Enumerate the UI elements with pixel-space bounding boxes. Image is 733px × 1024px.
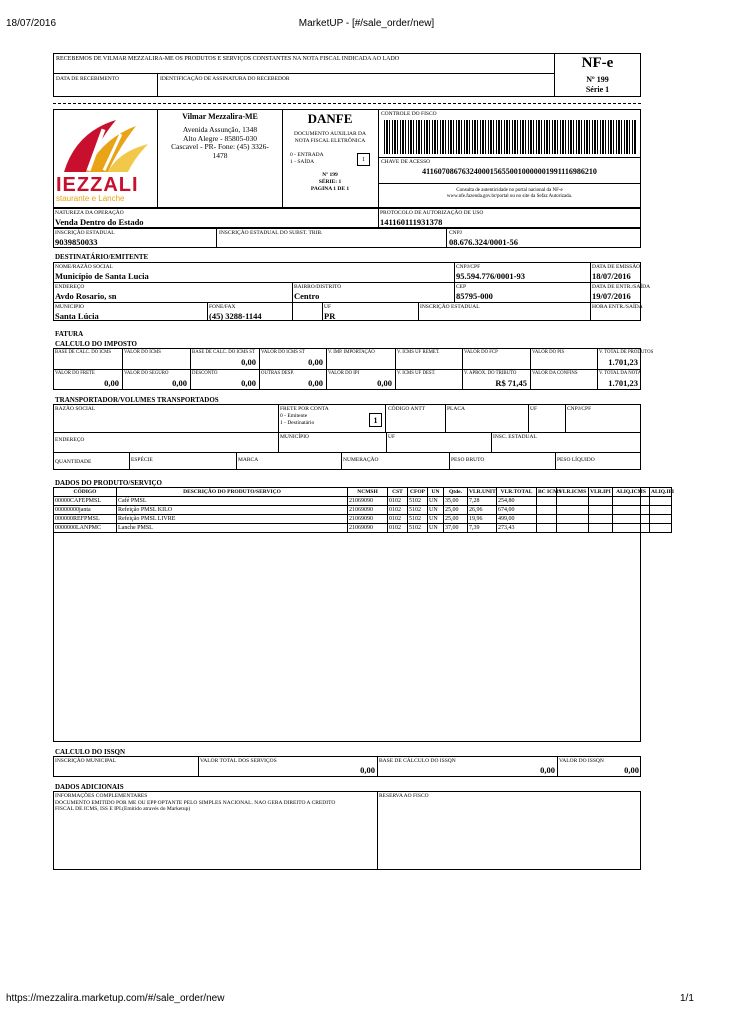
produtos-section: DADOS DO PRODUTO/SERVIÇO xyxy=(55,479,162,487)
canhoto-serie: Série 1 xyxy=(585,85,610,94)
column-header: VLR.IPI xyxy=(590,489,611,495)
imposto-label: V. ICMS UF REMET. xyxy=(397,350,440,355)
table-row xyxy=(54,506,672,515)
table-cell: 37,00 xyxy=(444,524,468,533)
dest-emissao: 18/07/2016 xyxy=(592,271,631,281)
print-page: 1/1 xyxy=(680,993,694,1004)
table-cell: 674,00 xyxy=(497,506,537,515)
emitente-address: Avenida Assunção, 1348 Alto Alegre - 85805-030 Cascavel - PR- Fone: (45) 3326- 1478 xyxy=(171,125,269,160)
cut-line xyxy=(53,103,641,104)
chave-value: 41160708676324000156550010000001991116986210 xyxy=(422,167,597,176)
table-cell xyxy=(557,515,589,524)
emitente-name: Vilmar Mezzalira-ME xyxy=(182,112,258,121)
imposto-label: BASE DE CÁLC. DO ICMS xyxy=(55,350,112,355)
imposto-section: CALCULO DO IMPOSTO xyxy=(55,340,137,348)
table-cell: Refeição PMSL LIVRE xyxy=(117,515,348,524)
table-cell: 7,28 xyxy=(468,497,497,506)
table-cell xyxy=(650,524,672,533)
dest-uf: PR xyxy=(324,311,336,321)
table-cell: 26,96 xyxy=(468,506,497,515)
imposto-value: 0,00 xyxy=(308,357,323,367)
imposto-value: 0,00 xyxy=(377,378,392,388)
issqn-section: CALCULO DO ISSQN xyxy=(55,748,126,756)
canhoto-text: RECEBEMOS DE VILMAR MEZZALIRA-ME OS PRODUTOS E SERVIÇOS CONSTANTES NA NOTA FISCAL INDICADA AO LADO xyxy=(56,56,400,62)
imposto-label: VALOR DO IPI xyxy=(328,371,360,376)
imposto-value: 1.701,23 xyxy=(608,357,638,367)
logo-text: IEZZALI xyxy=(56,174,139,196)
table-cell: 35,00 xyxy=(444,497,468,506)
danfe-entrada: 0 - ENTRADA xyxy=(290,152,324,158)
danfe-numero-info: Nº 199 SÉRIE: 1 PAGINA 1 DE 1 xyxy=(310,172,350,192)
table-cell: 0102 xyxy=(388,497,408,506)
imposto-label: V. IMP. IMPORTAÇÃO xyxy=(328,350,375,355)
table-cell: 5102 xyxy=(408,506,428,515)
table-cell xyxy=(537,506,557,515)
column-header: CFOP xyxy=(408,488,428,497)
table-cell: 0000000LANPMC xyxy=(54,524,117,533)
issqn-base: 0,00 xyxy=(540,765,555,775)
imposto-label: VALOR DO PIS xyxy=(532,350,565,355)
dest-bairro: Centro xyxy=(294,291,320,301)
imposto-label: DESCONTO xyxy=(192,371,218,376)
table-cell: 21069090 xyxy=(348,506,388,515)
imposto-label: VALOR DA CONFINS xyxy=(532,371,578,376)
table-cell xyxy=(613,515,650,524)
table-cell: 5102 xyxy=(408,515,428,524)
table-cell: 0102 xyxy=(388,506,408,515)
table-cell: Lanche PMSL xyxy=(117,524,348,533)
canhoto-sign-label: IDENTIFICAÇÃO DE ASSINATURA DO RECEBEDOR xyxy=(160,76,290,82)
frete-box: 1 xyxy=(369,413,382,427)
column-header: VLR.UNIT xyxy=(469,489,496,495)
table-cell xyxy=(650,497,672,506)
table-cell xyxy=(613,506,650,515)
column-header: VLR.ICMS xyxy=(557,488,589,497)
table-cell xyxy=(650,515,672,524)
table-cell: 00000CAFEPMSL xyxy=(54,497,117,506)
imposto-label: VALOR DO FRETE xyxy=(55,371,95,376)
table-cell: Café PMSL xyxy=(117,497,348,506)
table-cell xyxy=(589,524,613,533)
adicionais-section: DADOS ADICIONAIS xyxy=(55,783,124,791)
table-cell xyxy=(613,497,650,506)
table-cell: 000000REFPMSL xyxy=(54,515,117,524)
table-cell: 19,96 xyxy=(468,515,497,524)
table-cell xyxy=(650,506,672,515)
column-header: NCMSH xyxy=(348,488,388,497)
table-cell xyxy=(557,524,589,533)
column-header: CST xyxy=(388,488,408,497)
imposto-value: 0,00 xyxy=(104,378,119,388)
barcode xyxy=(384,120,636,154)
table-cell: UN xyxy=(428,506,444,515)
table-cell: 0102 xyxy=(388,524,408,533)
chave-label: CHAVE DE ACESSO xyxy=(381,159,431,165)
table-cell: UN xyxy=(428,524,444,533)
canhoto-date-label: DATA DE RECEBIMENTO xyxy=(56,76,120,82)
table-cell: 21069090 xyxy=(348,497,388,506)
ie-value: 9039850033 xyxy=(55,237,98,247)
table-cell xyxy=(557,497,589,506)
column-header: CÓDIGO xyxy=(54,488,117,497)
imposto-label: V. TOTAL DE PRODUTOS xyxy=(599,350,654,355)
column-header: VLR.TOTAL xyxy=(497,488,537,497)
imposto-label: V. ICMS UF DEST. xyxy=(397,371,436,376)
print-url[interactable]: https://mezzalira.marketup.com/#/sale_order/new xyxy=(6,993,225,1004)
table-cell xyxy=(589,515,613,524)
dest-endereco: Avdo Rosario, sn xyxy=(55,291,117,301)
table-cell xyxy=(613,524,650,533)
table-cell: UN xyxy=(428,497,444,506)
table-cell: UN xyxy=(428,515,444,524)
logo xyxy=(56,114,154,204)
table-cell: 499,00 xyxy=(497,515,537,524)
table-cell: 21069090 xyxy=(348,524,388,533)
imposto-value: 0,00 xyxy=(308,378,323,388)
table-cell: Refeição PMSL KILO xyxy=(117,506,348,515)
table-cell: 0102 xyxy=(388,515,408,524)
logo-subtext: staurante e Lanche xyxy=(56,194,125,203)
danfe-title: DANFE xyxy=(307,111,353,126)
info-line-1: DOCUMENTO EMITIDO POR ME OU EPP OPTANTE PELO SIMPLES NACIONAL. NAO GERA DIREITO A CREDITO xyxy=(55,800,336,806)
print-date: 18/07/2016 xyxy=(6,18,57,29)
issqn-servicos: 0,00 xyxy=(360,765,375,775)
imposto-label: BASE DE CÁLC. DO ICMS ST xyxy=(192,350,255,355)
table-cell xyxy=(537,515,557,524)
fatura-section: FATURA xyxy=(55,330,84,338)
imposto-label: V. APROX. DO TRIBUTO xyxy=(464,371,517,376)
imposto-label: VALOR DO ICMS xyxy=(124,350,161,355)
info-line-2: FISCAL DE ICMS, ISS E IPI.(Emitido através do Marketup) xyxy=(55,806,191,812)
table-cell xyxy=(557,506,589,515)
table-cell xyxy=(537,497,557,506)
column-header: Qtde. xyxy=(444,488,468,497)
dest-cep: 85795-000 xyxy=(456,291,493,301)
column-header: DESCRIÇÃO DO PRODUTO/SERVIÇO xyxy=(117,488,348,497)
table-cell xyxy=(589,506,613,515)
dest-nome: Município de Santa Lucia xyxy=(55,271,149,281)
danfe-subtitle: DOCUMENTO AUXILIAR DA NOTA FISCAL ELETRÔNICA xyxy=(293,131,366,144)
canhoto-numero: Nº 199 xyxy=(586,75,609,84)
table-row xyxy=(54,515,672,524)
danfe-saida: 1 - SAÍDA xyxy=(290,159,315,165)
controle-label: CONTROLE DO FISCO xyxy=(381,111,437,117)
column-header: ALIQ.IPI xyxy=(651,489,675,495)
table-cell: 5102 xyxy=(408,497,428,506)
table-cell: 273,43 xyxy=(497,524,537,533)
dest-saida: 19/07/2016 xyxy=(592,291,631,301)
table-cell xyxy=(589,497,613,506)
imposto-label: VALOR DO FCP xyxy=(464,350,498,355)
column-header: UN xyxy=(428,488,444,497)
consulta-text: Consulta de autenticidade no portal nacional da NF-e www.nfe.fazenda.gov.br/portal ou no site da Sefaz Autorizada. xyxy=(446,188,573,199)
table-cell xyxy=(537,524,557,533)
transp-section: TRANSPORTADOR/VOLUMES TRANSPORTADOS xyxy=(55,396,219,404)
table-cell: 7,39 xyxy=(468,524,497,533)
dest-cnpj: 95.594.776/0001-93 xyxy=(456,271,525,281)
imposto-value: 1.701,23 xyxy=(608,378,638,388)
dest-municipio: Santa Lúcia xyxy=(55,311,99,321)
imposto-value: 0,00 xyxy=(241,378,256,388)
column-header: ALIQ.ICMS xyxy=(613,488,650,497)
table-cell: 25,00 xyxy=(444,515,468,524)
table-cell: 00000000janta xyxy=(54,506,117,515)
dest-fone: (45) 3288-1144 xyxy=(209,311,262,321)
imposto-value: 0,00 xyxy=(172,378,187,388)
table-cell: 21069090 xyxy=(348,515,388,524)
table-cell: 25,00 xyxy=(444,506,468,515)
cnpj-value: 08.676.324/0001-56 xyxy=(449,237,518,247)
dest-section: DESTINATÁRIO/EMITENTE xyxy=(55,253,149,261)
danfe-tipo-box: 1 xyxy=(357,153,370,166)
natureza-value: Venda Dentro do Estado xyxy=(55,217,144,227)
imposto-value: R$ 71,45 xyxy=(495,378,527,388)
issqn-valor: 0,00 xyxy=(624,765,639,775)
canhoto-nfe: NF-e xyxy=(581,55,614,71)
table-cell: 254,80 xyxy=(497,497,537,506)
table-row xyxy=(54,524,672,533)
imposto-value: 0,00 xyxy=(241,357,256,367)
imposto-label: VALOR DO ICMS ST xyxy=(261,350,305,355)
table-cell: 5102 xyxy=(408,524,428,533)
imposto-label: V. TOTAL DA NOTA xyxy=(599,371,642,376)
table-row xyxy=(54,497,672,506)
imposto-label: OUTRAS DESP. xyxy=(261,371,294,376)
protocolo-value: 141160111931378 xyxy=(380,217,443,227)
imposto-label: VALOR DO SEGURO xyxy=(124,371,169,376)
column-header: BC ICMS xyxy=(538,489,562,495)
produtos-table xyxy=(53,487,675,533)
print-title: MarketUP - [#/sale_order/new] xyxy=(298,18,435,29)
